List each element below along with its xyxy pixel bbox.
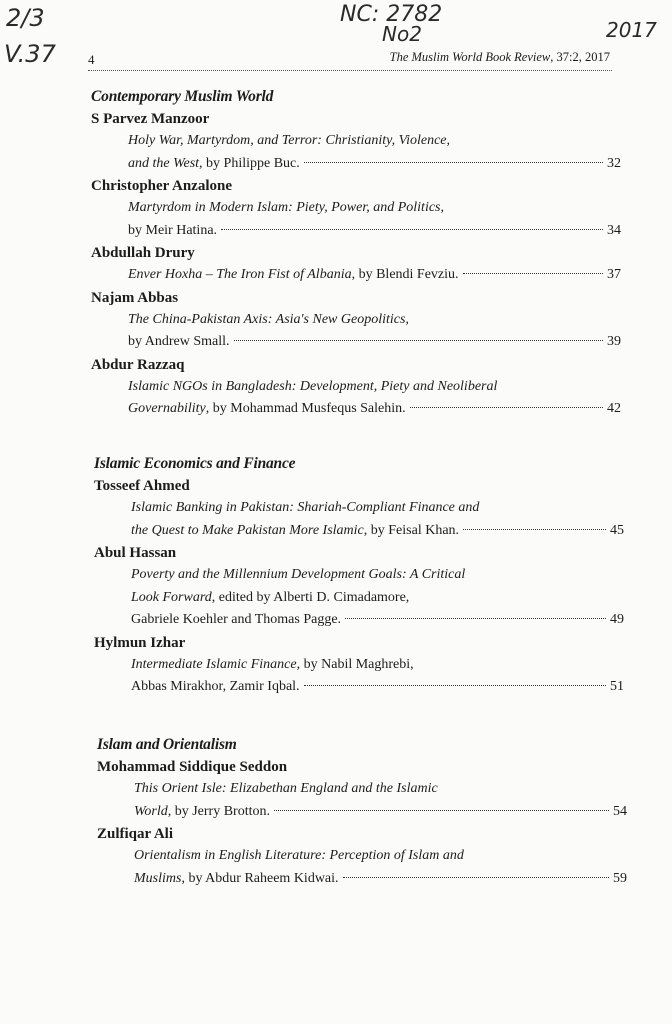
entry-line [128,398,621,421]
entry-text [131,500,479,515]
entry-line [131,609,624,632]
book-byline: Gabriele Koehler and Thomas Pagge. [131,612,342,627]
book-byline: , by Mohammad Musfequs Salehin. [205,401,406,416]
toc-entry[interactable] [94,497,624,542]
dot-leader [410,395,603,408]
entry-page-number: 45 [610,522,624,538]
entry-text [131,567,465,582]
toc-entry[interactable] [97,845,627,890]
book-title: World [134,803,168,819]
entry-text [128,133,450,148]
handwritten-note-issue: No2 [382,22,422,46]
toc-entry[interactable] [91,130,621,175]
dot-leader [463,517,606,530]
book-title: Islamic NGOs in Bangladesh: Development, Piety and Neoliberal [128,378,498,394]
entry-page-number: 59 [613,870,627,886]
book-byline: , by Jerry Brotton. [167,803,270,819]
book-title: This Orient Isle: Elizabethan England and the Islamic [134,781,438,796]
journal-title: The Muslim World Book Review [389,50,551,64]
book-title: Governability [128,401,206,416]
entry-text [128,331,230,354]
entry-text [128,220,217,243]
toc-section [91,86,621,421]
entry-text [128,153,300,176]
dot-leader [234,328,604,341]
book-title: Poverty and the Millennium Development Goals: A Critical [131,567,466,582]
entry-text [134,801,270,824]
dot-leader [304,673,606,686]
section-title: Islam and Orientalism [97,736,237,753]
entry-author: S Parvez Manzoor [91,111,210,127]
entry-text [134,868,339,891]
toc-entry[interactable] [91,376,621,421]
journal-citation [390,50,610,65]
entry-text [131,676,300,699]
entry-text [131,609,341,632]
entry-text [131,520,459,543]
book-byline: by Andrew Small. [128,334,230,349]
toc-entry[interactable] [94,564,624,632]
book-title: Martyrdom in Modern Islam: Piety, Power, and Politics, [128,200,444,215]
book-title: Holy War, Martyrdom, and Terror: Christianity, Violence, [128,133,450,148]
entry-line [128,331,621,354]
book-byline: , by Philippe Buc. [199,155,300,171]
entry-line [128,264,621,287]
book-title: Intermediate Islamic Finance [131,656,297,672]
dot-leader [343,865,609,878]
entry-author: Tosseef Ahmed [94,478,190,494]
entry-line [131,676,624,699]
entry-line [134,801,627,824]
entry-text [134,781,438,796]
entry-author: Abdullah Drury [91,245,195,261]
book-title: the Quest to Make Pakistan More Islamic [131,522,364,538]
entry-page-number: 34 [607,222,621,238]
toc-entry[interactable] [97,778,627,823]
entry-line [128,153,621,176]
entry-text [128,312,409,327]
handwritten-note-left-bottom: V.37 [4,40,56,68]
book-byline: , by Feisal Khan. [363,522,460,538]
journal-issue: , 37:2, 2017 [550,50,610,64]
entry-author: Najam Abbas [91,289,179,306]
book-byline: Abbas Mirakhor, Zamir Iqbal. [131,679,300,694]
handwritten-note-accession: NC: 2782 [340,2,443,27]
entry-author: Zulfiqar Ali [97,826,173,842]
entry-text [128,264,459,287]
book-title: Look Forward [131,589,212,605]
entry-author: Hylmun Izhar [94,634,186,651]
entry-text [128,379,497,394]
entry-author: Abul Hassan [94,545,177,561]
toc-entry[interactable] [91,197,621,242]
toc-entry[interactable] [94,654,624,699]
handwritten-note-year: 2017 [606,18,657,42]
book-title: Muslims [134,870,182,886]
running-header [88,46,612,71]
entry-page-number: 39 [607,334,621,349]
entry-line [131,520,624,543]
entry-author: Christopher Anzalone [91,178,232,194]
book-title: and the West [128,155,200,171]
entry-text [128,398,406,421]
entry-page-number: 37 [607,267,621,282]
dot-leader [274,798,609,811]
book-title: Orientalism in English Literature: Perception of Islam and [134,848,464,863]
entry-line [134,868,627,891]
entry-line [131,564,624,587]
handwritten-note-left-top: 2/3 [6,4,45,32]
toc-section [94,453,624,699]
book-title: Enver Hoxha – The Iron Fist of Albania [128,267,352,282]
book-byline: , by Nabil Maghrebi, [296,656,414,672]
entry-page-number: 51 [610,679,624,694]
entry-author: Abdur Razzaq [91,356,185,373]
book-byline: by Meir Hatina. [128,222,218,238]
toc-section [97,734,627,890]
entry-text [134,848,464,863]
entry-line [128,220,621,243]
book-title: Islamic Banking in Pakistan: Shariah-Compliant Finance and [131,500,480,515]
section-title: Islamic Economics and Finance [94,455,296,472]
dot-leader [304,150,603,163]
section-title: Contemporary Muslim World [91,88,274,105]
page-number: 4 [88,52,95,67]
book-byline: , by Blendi Fevziu. [351,267,459,282]
entry-page-number: 54 [613,803,627,819]
book-byline: , by Abdur Raheem Kidwai. [181,870,339,886]
entry-page-number: 49 [610,612,624,627]
entry-text [131,590,409,605]
entry-text [128,200,444,215]
dot-leader [463,261,603,274]
book-byline: , edited by Alberti D. Cimadamore, [211,589,410,605]
entry-author: Mohammad Siddique Seddon [97,759,288,775]
book-title: The China-Pakistan Axis: Asia's New Geopolitics, [128,311,409,327]
dot-leader [345,606,606,619]
entry-text [131,657,414,672]
toc-entry[interactable] [91,264,621,287]
dot-leader [221,217,603,230]
entry-page-number: 32 [607,155,621,171]
toc-entry[interactable] [91,309,621,354]
entry-page-number: 42 [607,401,621,416]
